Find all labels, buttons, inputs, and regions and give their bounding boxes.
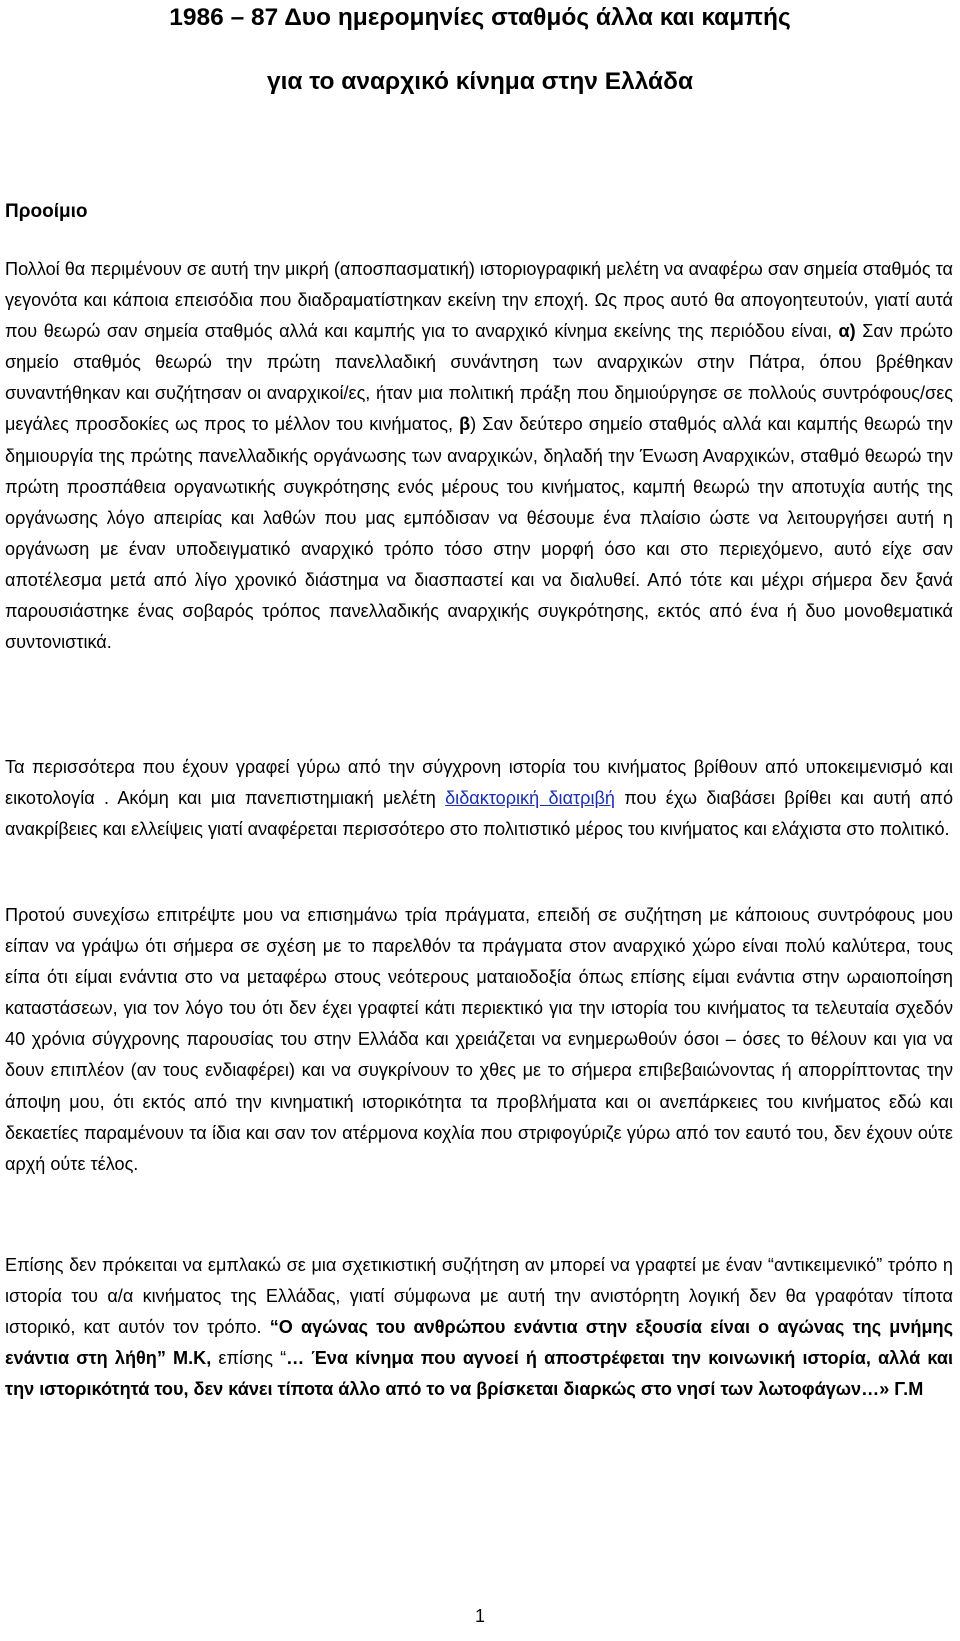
quote-1: “Ο αγώνας του ανθρώπου ενάντια στην εξουσία είναι ο αγώνας της μνήμης ενάντια στη λήθη” Μ.Κ, [5,1317,953,1369]
section-heading: Προοίμιο [5,201,88,222]
paragraph-4 [5,1250,953,1405]
paragraph-1 [5,254,953,658]
page-number: 1 [474,1606,485,1626]
paragraph-4-text-b: επίσης “ [218,1348,287,1369]
title-line-1: 1986 – 87 Δυο ημερομηνίες σταθμός άλλα και καμπής [169,4,791,31]
paragraph-3-text: Προτού συνεχίσω επιτρέψτε μου να επισημάνω τρία πράγματα, επειδή σε συζήτηση με κάποιους συντρόφους μου είπαν να γράψω ότι σήμερα σε σχέση με το παρελθόν τα πράγματα στον αναρχικό χώρο είναι πολύ καλύτερα, τους είπα ότι είμαι ενάντια στο να μεταφέρω στους νεότερους ματαιοδοξία όπως επίσης είμαι ενάντια στην ωραιοποίηση καταστάσεων, για τον λόγο του ότι δεν έχει γραφτεί κάτι περιεκτικό για την ιστορία του κινήματος τα τελευταία σχεδόν 40 χρόνια σύγχρονης παρουσίας του στην Ελλάδα και χρειάζεται να ενημερωθούν όσοι – όσες το θέλουν και για να δουν επιπλέον (αν τους ενδιαφέρει) και να συγκρίνουν το χθες με το σήμερα επιβεβαιώνοντας ή απορρίπτοντας την άποψη μου, ότι εκτός από την κινηματική ιστορικότητα τα προβλήματα και οι ανεπάρκειες του κινήματος εδώ και δεκαετίες παραμένουν τα ίδια και σαν τον ατέρμονα κοχλία που στριφογύριζε γύρω από τον εαυτό του, δεν έχουν ούτε αρχή ούτε τέλος. [5,905,953,1174]
paragraph-3 [5,900,953,1180]
marker-a: α) [838,321,856,342]
paragraph-2-text-b: που έχω διαβάσει βρίθει και αυτή από ανακρίβειες και ελλείψεις γιατί αναφέρεται περισσότερο στο πολιτιστικό μέρος του κινήματος και ελάχιστα στο πολιτικό. [5,788,954,840]
paragraph-1-text-c: ) Σαν δεύτερο σημείο σταθμός αλλά και καμπής θεωρώ την δημιουργία της πρώτης πανελλαδικής οργάνωσης των αναρχικών, δηλαδή την Ένωση Αναρχικών, σταθμό θεωρώ την πρώτη προσπάθεια οργανωτικής συγκρότησης ενός μέρους του κινήματος, καμπή θεωρώ την αποτυχία αυτής της οργάνωσης λόγο απειρίας και λαθών που μας εμπόδισαν να θέσουμε ένα πλαίσιο ώστε να λειτουργήσει αυτή η οργάνωση με έναν υποδειγματικό αναρχικό τρόπο τόσο στην μορφή όσο και στο περιεχόμενο, αυτό είχε σαν αποτέλεσμα μετά από λίγο χρονικό διάστημα να διασπαστεί και να διαλυθεί. Από τότε και μέχρι σήμερα δεν ξανά παρουσιάστηκε ένας σοβαρός τρόπος πανελλαδικής αναρχικής συγκρότησης, εκτός από ένα ή δυο μονοθεματικά συντονιστικά. [5,414,953,653]
paragraph-1-text-a: Πολλοί θα περιμένουν σε αυτή την μικρή (αποσπασματική) ιστοριογραφική μελέτη να αναφέρω σαν σημεία σταθμός τα γεγονότα και κάποια επεισόδια που διαδραματίστηκαν εκείνη την εποχή. Ως προς αυτό θα απογοητευτούν, γιατί αυτά που θεωρώ σαν σημεία σταθμός αλλά και καμπής για το αναρχικό κίνημα εκείνης της περιόδου είναι, [5,259,953,342]
paragraph-2 [5,752,953,845]
dissertation-link[interactable]: διδακτορική διατριβή [445,788,615,809]
paragraph-1-text-b: Σαν πρώτο σημείο σταθμός θεωρώ την πρώτη πανελλαδική συνάντηση των αναρχικών στην Πάτρα, όπου βρέθηκαν συναντήθηκαν και συζήτησαν οι αναρχικοί/ες, ήταν μια πολιτική πράξη που δημιούργησε σε πολλούς συντρόφους/σες μεγάλες προσδοκίες ως προς το μέλλον του κινήματος, [5,321,953,435]
paragraph-2-text-a: Τα περισσότερα που έχουν γραφεί γύρω από την σύγχρονη ιστορία του κινήματος βρίθουν από υποκειμενισμό και εικοτολογία . Ακόμη και μια πανεπιστημιακή μελέτη [5,757,953,809]
title-line-2: για το αναρχικό κίνημα στην Ελλάδα [266,68,694,95]
marker-b: β [459,414,471,435]
quote-2: … Ένα κίνημα που αγνοεί ή αποστρέφεται την κοινωνική ιστορία, αλλά και την ιστορικότητά του, δεν κάνει τίποτα άλλο από το να βρίσκεται διαρκώς στο νησί των λωτοφάγων…» Γ.Μ [5,1348,953,1400]
paragraph-4-text-a: Επίσης δεν πρόκειται να εμπλακώ σε μια σχετικιστική συζήτηση αν μπορεί να γραφτεί με έναν “αντικειμενικό” τρόπο η ιστορία του α/α κινήματος της Ελλάδας, γιατί σύμφωνα με αυτή την ανιστόρητη λογική δεν θα γραφόταν τίποτα ιστορικό, κατ αυτόν τον τρόπο. [5,1255,953,1338]
